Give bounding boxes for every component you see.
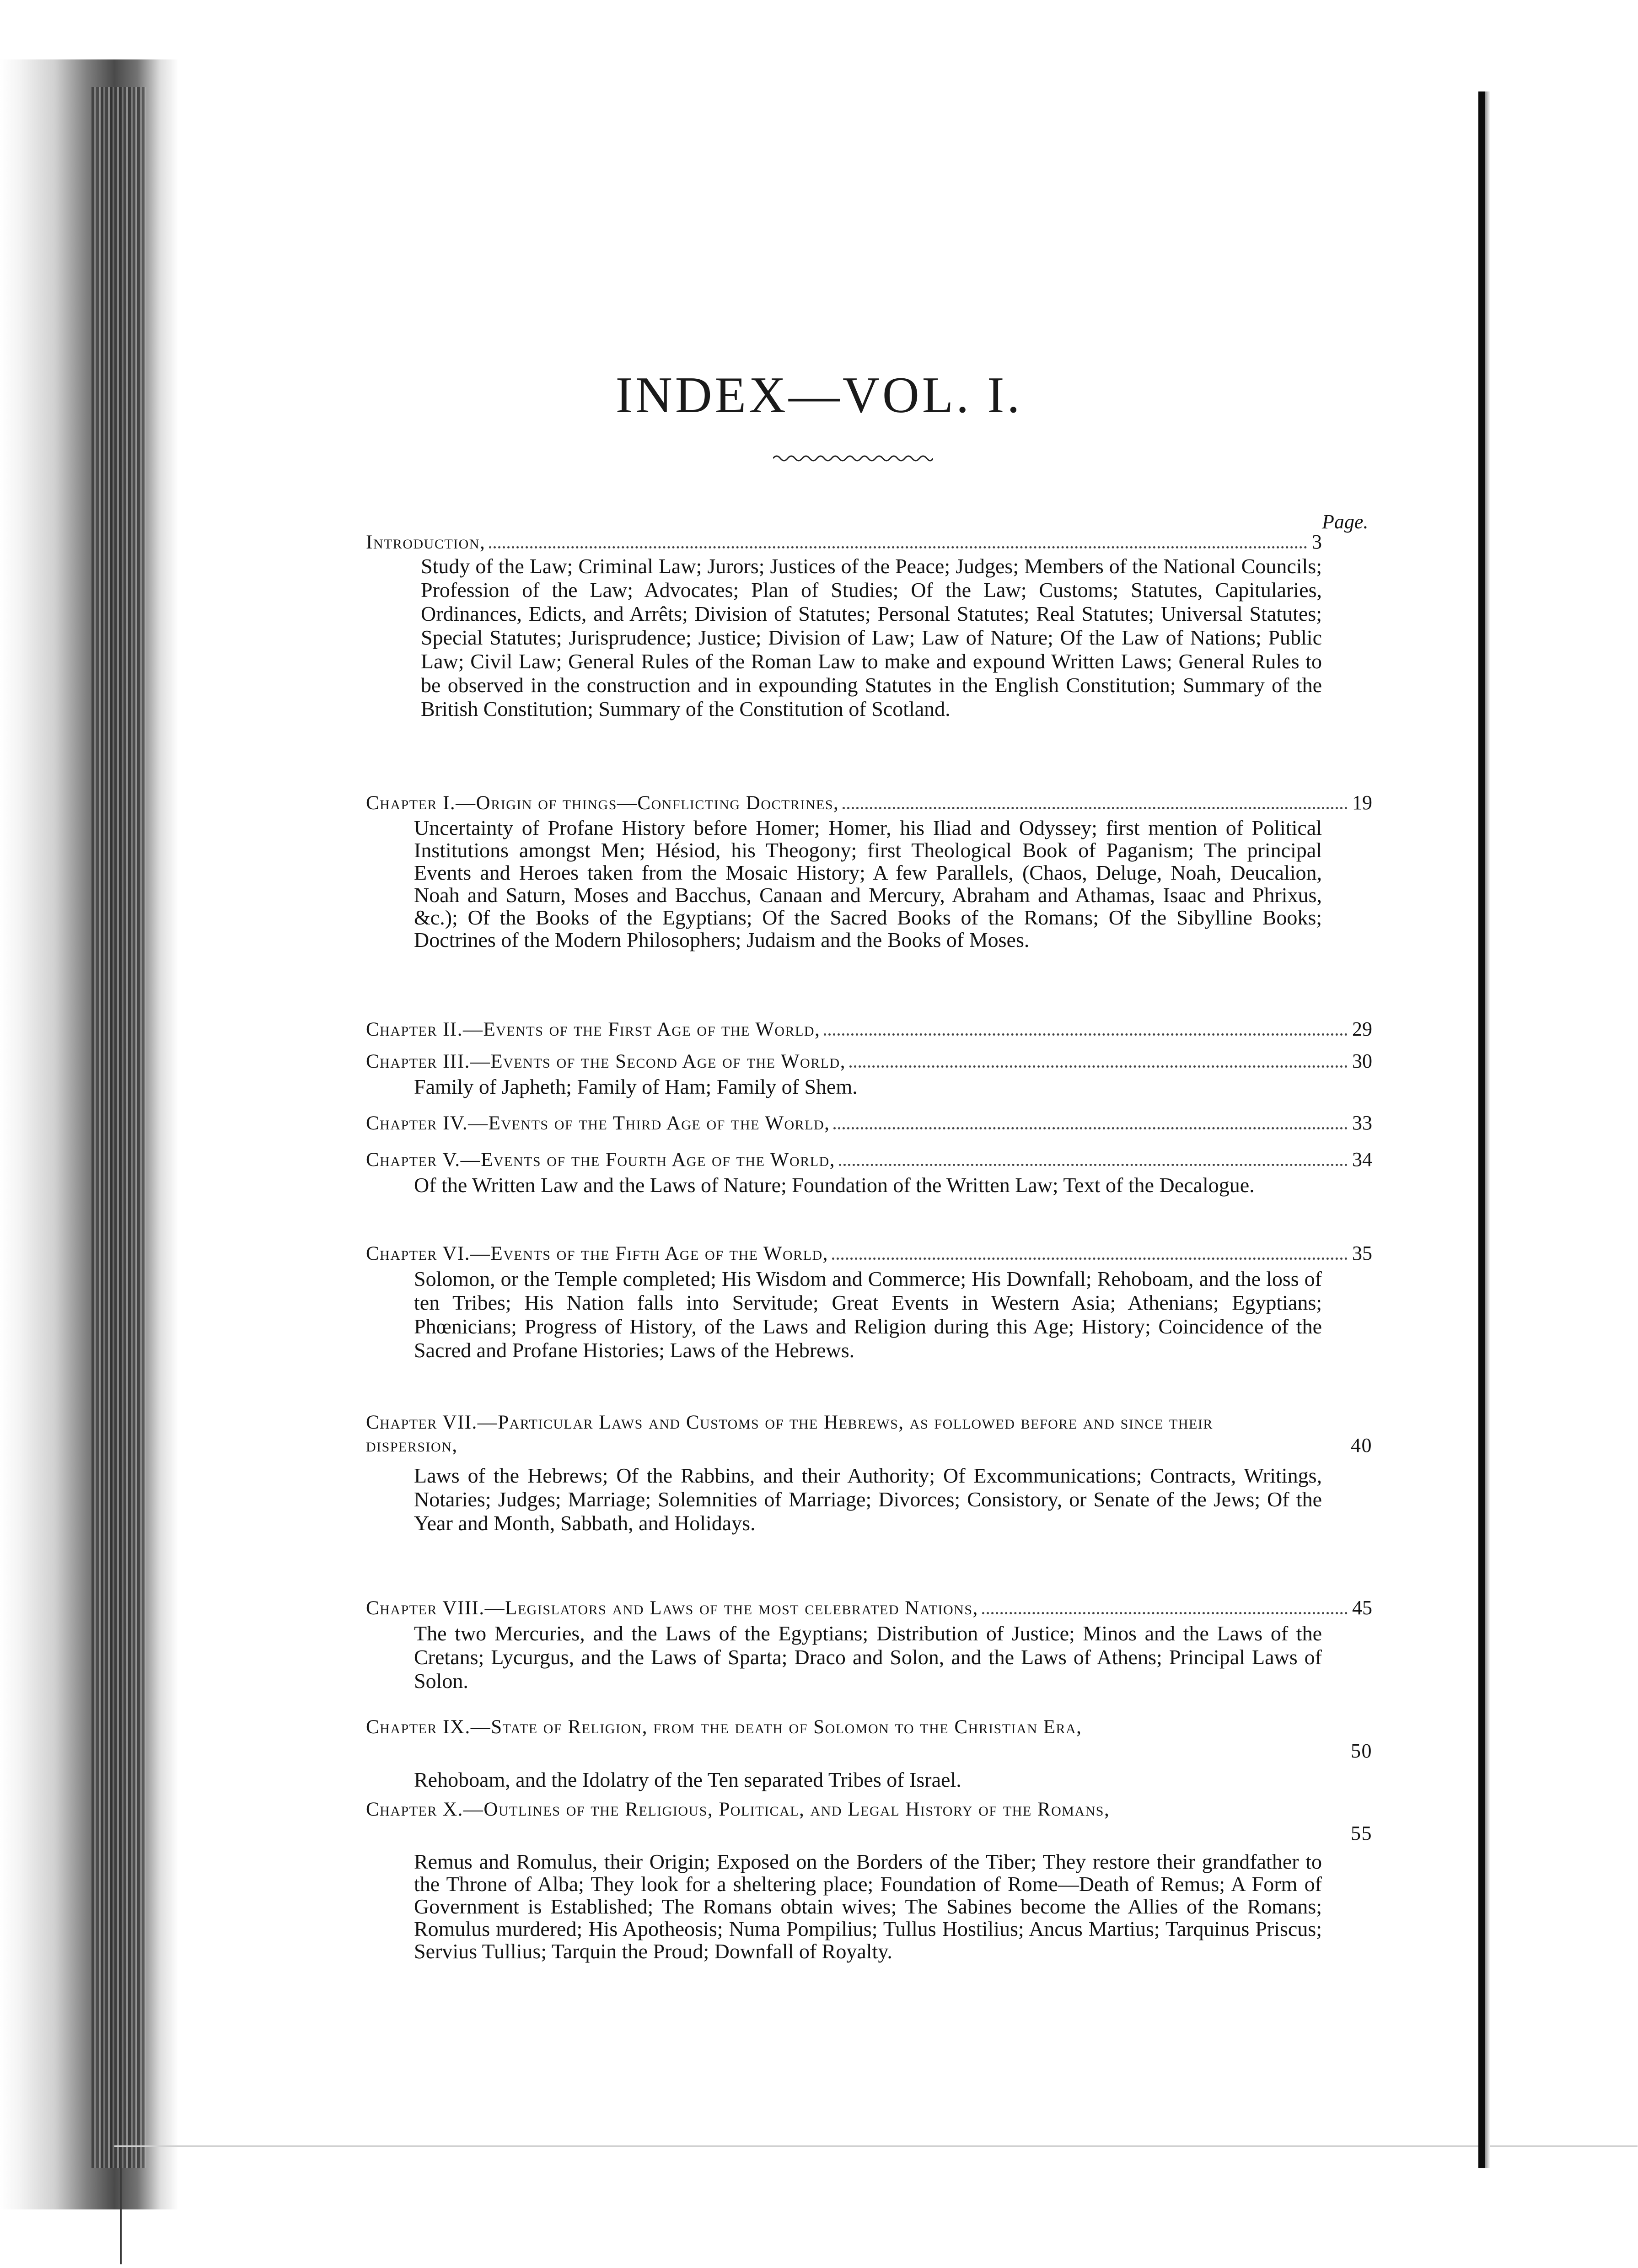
entry-page-number: 30 <box>1352 1050 1372 1072</box>
entry-body: Rehoboam, and the Idolatry of the Ten separated Tribes of Israel. <box>414 1768 961 1791</box>
entry-page-number: 35 <box>1352 1242 1372 1264</box>
entry-heading-line <box>366 1018 1372 1041</box>
entry-page-number: 34 <box>1352 1148 1372 1171</box>
index-entry <box>366 1411 1372 1457</box>
dot-leader <box>824 1033 1348 1036</box>
index-entry <box>366 1018 1372 1041</box>
dot-leader <box>833 1127 1348 1129</box>
entry-page-number: 19 <box>1352 791 1372 814</box>
index-entry <box>366 531 1322 554</box>
entry-heading: Chapter IX.—State of Religion, from the death of Solomon to the Christian Era, <box>366 1716 1082 1738</box>
dot-leader <box>832 1258 1348 1260</box>
entry-page-number: 45 <box>1352 1596 1372 1619</box>
entry-heading-line <box>366 1242 1372 1265</box>
page-bottom-edge <box>114 2145 1638 2147</box>
entry-heading: Chapter II.—Events of the First Age of the World, <box>366 1019 821 1040</box>
entry-heading: Chapter VI.—Events of the Fifth Age of the World, <box>366 1243 828 1264</box>
index-entry <box>366 1798 1372 1844</box>
entry-page-number: 29 <box>1352 1018 1372 1040</box>
entry-heading: Chapter VII.—Particular Laws and Customs of the Hebrews, as followed before and since their dispersion, <box>366 1412 1213 1456</box>
entry-heading-line <box>366 531 1322 554</box>
entry-heading: Chapter III.—Events of the Second Age of the World, <box>366 1051 846 1072</box>
entry-body: Of the Written Law and the Laws of Nature; Foundation of the Written Law; Text of the Decalogue. <box>414 1173 1255 1197</box>
index-entry <box>366 1242 1372 1265</box>
entry-heading: Chapter I.—Origin of things—Conflicting Doctrines, <box>366 792 839 814</box>
entry-heading-line <box>366 1596 1372 1620</box>
entry-heading-line <box>366 1050 1372 1073</box>
entry-page-number: 40 <box>1351 1434 1372 1456</box>
entry-heading: Chapter VIII.—Legislators and Laws of the most celebrated Nations, <box>366 1597 978 1619</box>
dot-leader <box>839 1164 1348 1166</box>
index-entry <box>366 791 1372 815</box>
entry-body: The two Mercuries, and the Laws of the Egyptians; Distribution of Justice; Minos and the Laws of the Cretans; Lycurgus, and the Laws of Sparta; Draco and Solon, and the Laws of Athens; Principal Laws of Solon. <box>414 1622 1322 1693</box>
entry-heading-line <box>366 1112 1372 1135</box>
index-entry <box>366 1050 1372 1073</box>
entry-page-number: 50 <box>1351 1740 1372 1762</box>
entry-body: Study of the Law; Criminal Law; Jurors; Justices of the Peace; Judges; Members of the National Councils; Profession of the Law; Advocates; Plan of Studies; Of the Law; Customs; Statutes, Capitularies, Ordinances, Edicts, and Arrêts; Division of Statutes; Personal Statutes; Real Statutes; Universal Statutes; Special Statutes; Jurisprudence; Justice; Division of Law; Law of Nature; Of the Law of Nations; Public Law; Civil Law; General Rules of the Roman Law to make and expound Written Laws; General Rules to be observed in the construction and in expounding Statutes in the English Constitution; Summary of the British Constitution; Summary of the Constitution of Scotland. <box>421 554 1322 720</box>
entry-page-number: 3 <box>1312 531 1322 553</box>
dot-leader <box>982 1612 1348 1614</box>
index-entry <box>366 1112 1372 1135</box>
page-column-label: Page. <box>1322 511 1369 533</box>
entry-heading: Chapter X.—Outlines of the Religious, Political, and Legal History of the Romans, <box>366 1799 1110 1820</box>
entry-body: Laws of the Hebrews; Of the Rabbins, and their Authority; Of Excommunications; Contracts, Writings, Notaries; Judges; Marriage; Solemnities of Marriage; Divorces; Consistory, or Senate of the Jews; Of the Year and Month, Sabbath, and Holidays. <box>414 1464 1322 1535</box>
index-entry <box>366 1715 1372 1762</box>
entry-heading: Introduction, <box>366 532 486 553</box>
page-title: INDEX—VOL. I. <box>615 367 1023 424</box>
entry-page-number: 55 <box>1351 1822 1372 1844</box>
wavy-ornament <box>773 453 933 464</box>
entry-page-number: 33 <box>1352 1112 1372 1134</box>
entry-body: Remus and Romulus, their Origin; Exposed on the Borders of the Tiber; They restore their grandfather to the Throne of Alba; They look for a sheltering place; Foundation of Rome—Death of Remus; A Form of Government is Established; The Romans obtain wives; The Sabines become the Allies of the Romans; Romulus murdered; His Apotheosis; Numa Pompilius; Tullus Hostilius; Ancus Martius; Tarquinus Priscus; Servius Tullius; Tarquin the Proud; Downfall of Royalty. <box>414 1850 1322 1963</box>
entry-body: Family of Japheth; Family of Ham; Family of Shem. <box>414 1075 858 1098</box>
entry-heading-line <box>366 791 1372 815</box>
entry-body: Uncertainty of Profane History before Homer; Homer, his Iliad and Odyssey; first mention of Political Institutions amongst Men; Hésiod, his Theogony; first Theological Book of Paganism; The principal Events and Heroes taken from the Mosaic History; A few Parallels, (Chaos, Deluge, Noah, Deucalion, Noah and Saturn, Moses and Bacchus, Canaan and Mercury, Abraham and Athamas, Isaac and Phrixus, &c.); Of the Books of the Egyptians; Of the Sacred Books of the Romans; Of the Sibylline Books; Doctrines of the Modern Philosophers; Judaism and the Books of Moses. <box>414 816 1322 951</box>
dot-leader <box>843 807 1348 809</box>
entry-heading: Chapter IV.—Events of the Third Age of the World, <box>366 1113 830 1134</box>
index-entry <box>366 1596 1372 1620</box>
entry-body: Solomon, or the Temple completed; His Wisdom and Commerce; His Downfall; Rehoboam, and the loss of ten Tribes; His Nation falls into Servitude; Great Events in Western Asia; Athenians; Egyptians; Phœnicians; Progress of History, of the Laws and Religion during this Age; History; Coincidence of the Sacred and Profane Histories; Laws of the Hebrews. <box>414 1267 1322 1362</box>
dot-leader <box>849 1065 1348 1068</box>
entry-heading-line <box>366 1148 1372 1172</box>
entry-heading: Chapter V.—Events of the Fourth Age of the World, <box>366 1149 835 1171</box>
page-corner-mark <box>120 2150 122 2264</box>
dot-leader <box>489 546 1307 548</box>
index-entry <box>366 1148 1372 1172</box>
